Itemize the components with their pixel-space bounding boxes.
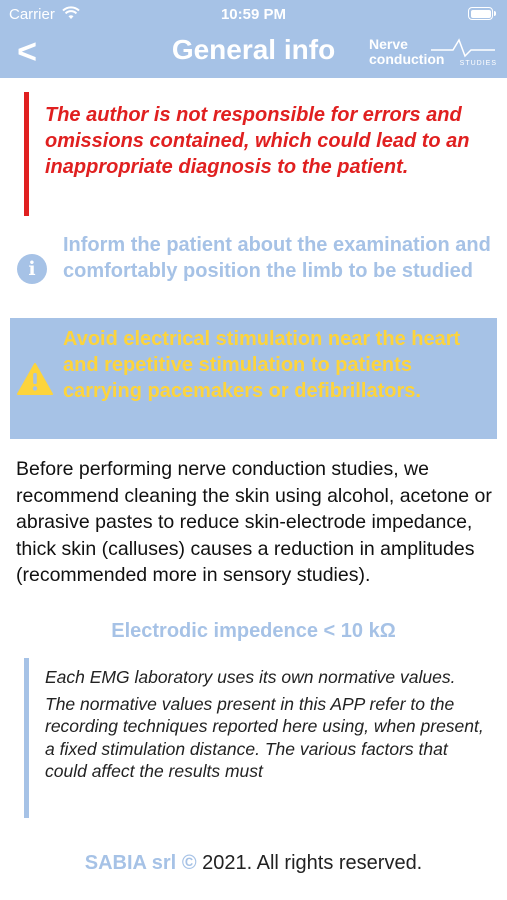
info-text: Inform the patient about the examination and comfortably position the limb to be studied — [63, 234, 491, 282]
logo-line-1: Nerve — [369, 36, 408, 52]
warning-text: Avoid electrical stimulation near the heart and repetitive stimulation to patients carrying pacemakers or defibrillators. — [63, 328, 461, 402]
footer-rights: 2021. All rights reserved. — [202, 852, 423, 874]
page-title: General info — [171, 34, 336, 65]
navigation-bar — [0, 28, 507, 78]
status-bar — [0, 0, 507, 28]
waveform-icon — [431, 38, 495, 58]
disclaimer-text: The author is not responsible for errors and omissions contained, which could lead to an inappropriate diagnosis to the patient. — [45, 104, 470, 178]
warning-callout — [10, 318, 497, 439]
warning-icon — [16, 362, 54, 401]
info-callout — [0, 228, 507, 310]
chevron-left-icon: < — [17, 33, 37, 71]
quote-paragraph-2: The normative values present in this APP refer to the recording techniques reported here using, when present, a fixed stimulation distance. The various factors that could affect the results must — [45, 693, 484, 781]
info-icon: i — [17, 254, 47, 284]
disclaimer-callout — [24, 92, 494, 216]
copyright-icon: © — [181, 852, 197, 874]
logo-line-2: conduction — [369, 51, 445, 67]
clock: 10:59 PM — [220, 6, 287, 23]
footer — [0, 852, 507, 875]
app-logo — [369, 36, 497, 72]
carrier-label: Carrier — [9, 6, 55, 23]
footer-company: SABIA srl — [84, 852, 177, 874]
battery-icon — [468, 7, 493, 20]
preparation-paragraph: Before performing nerve conduction studies, we recommend cleaning the skin using alcohol, acetone or abrasive pastes to reduce skin-electrode impedance, thick skin (calluses) causes a reduction in amplitudes (recommended more in sensory studies). — [16, 458, 492, 586]
quote-paragraph-1: Each EMG laboratory uses its own normative values. — [45, 667, 456, 687]
normative-values-quote[interactable] — [24, 658, 494, 818]
logo-line-3: STUDIES — [459, 60, 497, 67]
impedance-note: Electrodic impedence < 10 kΩ — [111, 620, 396, 642]
